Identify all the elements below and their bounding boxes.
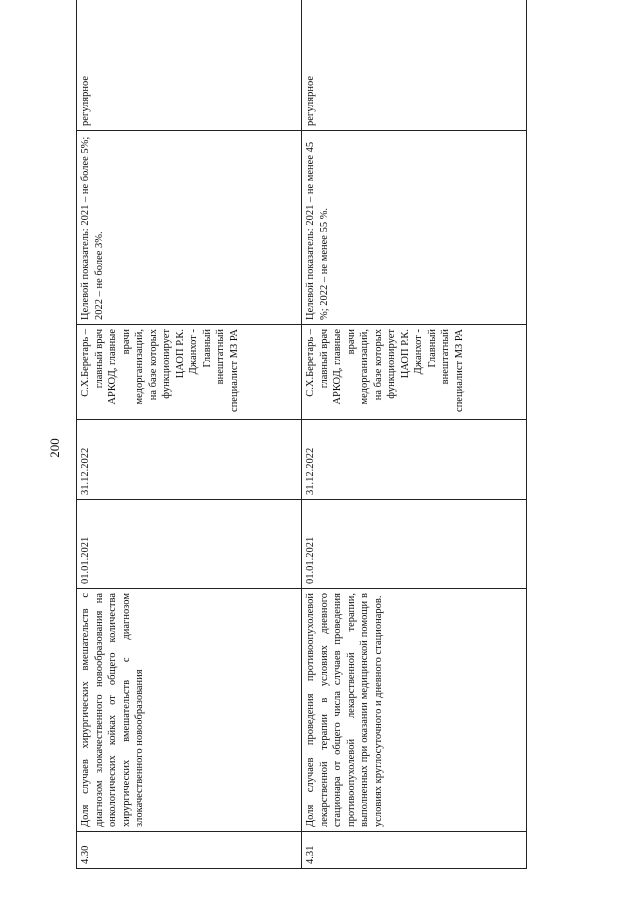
frequency-cell: регулярное [302,0,527,131]
rotated-table-area [76,41,527,869]
frequency-cell: регулярное [77,0,302,131]
responsible-cell: С.Х.Беретарь – главный врач АРКОД, главные врачи медорганизаций, на базе которых функционирует ЦАОП Р.К. Джанхот - Главный внештатный специалист МЗ РА [302,325,527,420]
indicator-cell: Доля случаев проведения противоопухолевой лекарственной терапии в условиях дневного стационара от общего числа случаев проведения противоопухолевой лекарственной терапии, выполненных при оказании медицинской помощи в условиях круглосуточного и дневного стационаров. [302,589,527,832]
end-date-cell: 31.12.2022 [77,420,302,500]
page-number: 200 [47,438,62,458]
end-date-cell: 31.12.2022 [302,420,527,500]
table-row [302,0,527,869]
table-row [77,0,302,869]
start-date-cell: 01.01.2021 [302,500,527,589]
measures-table [76,0,527,869]
responsible-cell: С.Х.Беретарь – главный врач АРКОД, главные врачи медорганизаций, на базе которых функционирует ЦАОП Р.К. Джанхот - Главный внештатный специалист МЗ РА [77,325,302,420]
indicator-cell: Доля случаев хирургических вмешательств с диагнозом злокачественного новообразования на онкологических койках от общего количества хирургических вмешательств с диагнозом злокачественного новообразования [77,589,302,832]
start-date-cell: 01.01.2021 [77,500,302,589]
target-cell: Целевой показатель: 2021 – не более 5%; 2022 – не более 3%. [77,131,302,325]
row-number: 4.30 [77,832,302,869]
target-cell: Целевой показатель: 2021 – не менее 45 %; 2022 – не менее 55 %. [302,131,527,325]
row-number: 4.31 [302,832,527,869]
